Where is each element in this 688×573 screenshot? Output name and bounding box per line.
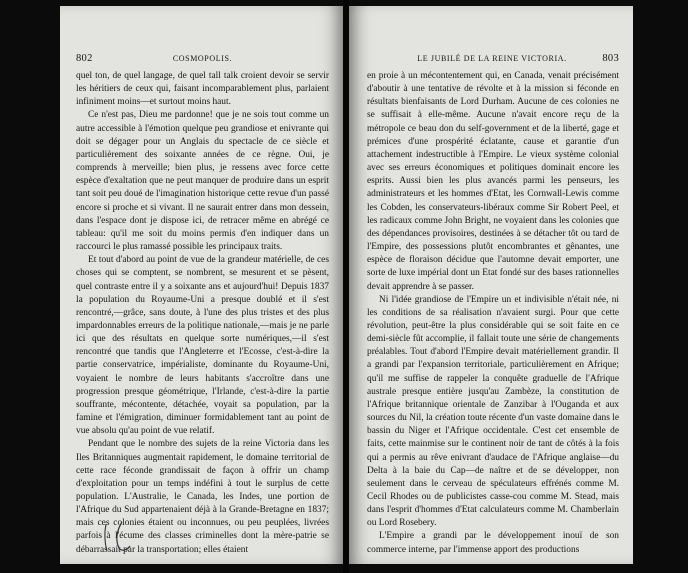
page-number: 803 <box>602 53 619 64</box>
paragraph: Ni l'idée grandiose de l'Empire un et indivisible n'était née, ni les conditions de sa réalisation n'avaient surgi. Pour que cette révolution, peut-être la plus considérable qui se soit faite en ce demi-siècle fût accomplie, il fallait toute une série de changements préalables. Tout d'abord l'Empire devait matériellement grandir. Il a grandi par l'expansion territoriale, particulièrement en Afrique; qu'il me suffise de rappeler la conquête graduelle de l'Afrique australe presque entière jusqu'au Zambèze, la constitution de l'Afrique britannique orientale de Zanzibar à l'Ouganda et aux sources du Nil, la création toute récente d'un vaste domaine dans le bassin du Niger et l'Afrique occidentale. C'est cet ensemble de faits, cette mainmise sur le continent noir de tant de côtés à la fois qui a permis au rêve enivrant d'audace de l'Afrique anglaise—du Delta à la baie du Cap—de naître et de se développer, non seulement dans le cerveau de spéculateurs effrénés comme M. Cecil Rhodes ou de publicistes casse-cou comme M. Stead, mais dans l'esprit d'hommes d'Etat calculateurs comme M. Chamberlain ou Lord Rosebery. <box>367 294 619 529</box>
paragraph: Pendant que le nombre des sujets de la reine Victoria dans les Iles Britanniques augmentait rapidement, le domaine territorial de cette race féconde grandissait de façon à offrir un champ d'exploitation pour un temps indéfini à tout le surplus de cette population. L'Australie, le Canada, les Indes, une portion de l'Afrique du Sud appartenaient déjà à la Grande-Bretagne en 1837; mais ces colonies étaient ou inconnues, ou peu peuplées, livrées parfois à l'écume des classes criminelles dont la mère-patrie se débarrassait par la transportation; elles étaient <box>76 439 329 555</box>
left-page <box>60 6 343 564</box>
pencil-mark-icon <box>100 520 140 554</box>
running-head: LE JUBILÉ DE LA REINE VICTORIA. <box>417 54 567 63</box>
right-page <box>349 6 633 564</box>
paragraph: Ce n'est pas, Dieu me pardonne! que je ne sois tout comme un autre accessible à l'émotion quelque peu grandiose et enivrante qui doit se dégager pour un Anglais du spectacle de ce siècle et particulièrement des soixante années de ce règne. Oui, je comprends à merveille; bien plus, je ressens avec force cette espèce d'exaltation que ne peut manquer de produire dans un esprit tant soit peu doué de l'imagination historique cette revue d'un passé encore si proche et si vivant. Il ne saurait entrer dans mon dessein, dans l'espace dont je dispose ici, de retracer même en abrégé ce tableau: qu'il me soit du moins permis d'en indiquer dans un raccourci le plus ramassé possible les principaux traits. <box>76 110 329 253</box>
paragraph: quel ton, de quel langage, de quel tall talk croient devoir se servir les héritiers de ceux qui, faisant incomparablement plus, parlaient infiniment moins—et surtout moins haut. <box>76 71 329 108</box>
page-body <box>76 70 329 557</box>
paragraph: L'Empire a grandi par le développement inouï de son commerce interne, par l'immense apport des productions <box>367 531 619 555</box>
page-body <box>367 70 619 557</box>
paragraph: en proie à un mécontentement qui, en Canada, venait précisément d'aboutir à une tentative de révolte et à la mission si féconde en résultats bienfaisants de Lord Durham. Aucune de ces colonies ne se suffisait à elle-même. Aucune n'avait encore reçu de la métropole ce beau don du self-government et de la liberté, gage et prémices d'une prospérité éclatante, cause et garantie d'un attachement indestructible à l'Empire. Le vieux système colonial avec ses erreurs économiques et politiques dominait encore les esprits. Aussi bien les plus avancés parmi les penseurs, les administrateurs et les hommes d'Etat, les Cornwall-Lewis comme les Cobden, les conservateurs-libéraux comme Sir Robert Peel, et les radicaux comme John Bright, ne voyaient dans les colonies que des dépendances provisoires, destinées à se détacher tôt ou tard de l'Empire, des possessions plutôt encombrantes et gênantes, une espèce de floraison décidue que l'automne devait emporter, une sorte de luxe impérial dont un Etat fondé sur des bases rationnelles devait apprendre à se passer. <box>367 71 619 292</box>
page-header <box>76 53 329 67</box>
page-header <box>365 53 619 67</box>
page-number: 802 <box>76 53 93 64</box>
paragraph: Et tout d'abord au point de vue de la grandeur matérielle, de ces choses qui se comptent, se nombrent, se mesurent et se pèsent, quel contraste entre il y a soixante ans et aujourd'hui! Depuis 1837 la population du Royaume-Uni a presque doublé et il s'est rencontré,—grâce, sans doute, à l'une des plus tristes et des plus impardonnables erreurs de la politique nationale,—mais je ne parle ici que des résultats en quelque sorte numériques,—il s'est rencontré que tandis que l'Angleterre et l'Ecosse, c'est-à-dire la partie conservatrice, impérialiste, dominante du Royaume-Uni, voyaient le nombre de leurs habitants s'accroître dans une progression presque géométrique, l'Irlande, c'est-à-dire la partie souffrante, mécontente, détachée, voyait sa population, par la famine et l'émigration, diminuer formidablement tant au point de vue absolu qu'au point de vue relatif. <box>76 255 329 437</box>
running-head: COSMOPOLIS. <box>172 54 233 63</box>
